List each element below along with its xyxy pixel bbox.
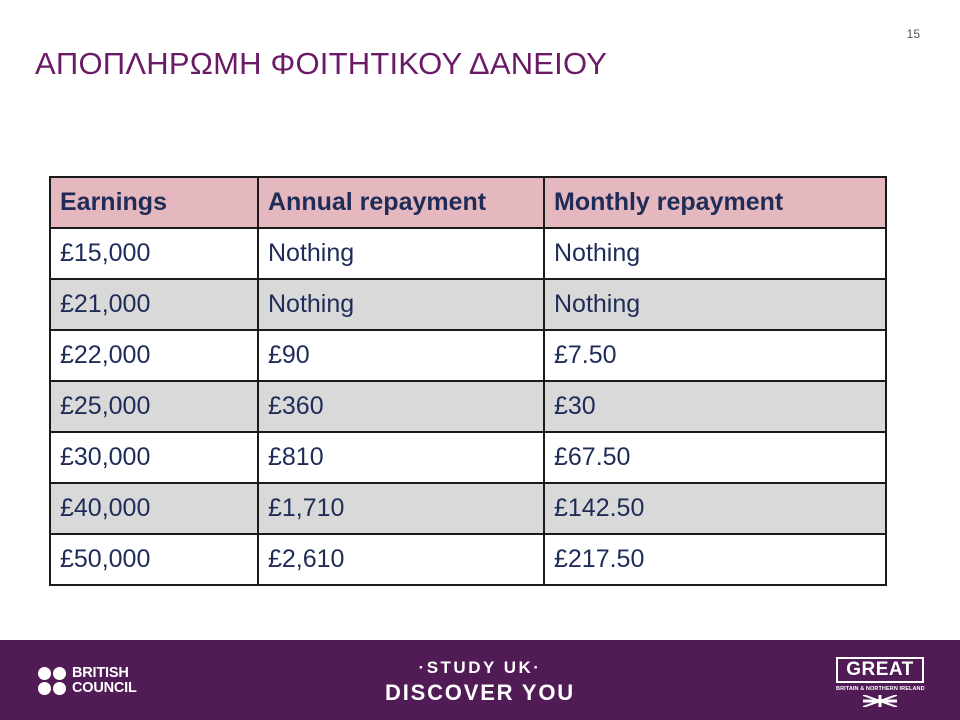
repayment-table (49, 176, 887, 586)
british-council-line2: COUNCIL (72, 680, 137, 696)
table-row (50, 381, 886, 432)
annual-repayment-cell: £810 (258, 432, 544, 483)
earnings-cell: £22,000 (50, 330, 258, 381)
table-row (50, 279, 886, 330)
monthly-repayment-cell: Nothing (544, 228, 886, 279)
monthly-repayment-cell: £30 (544, 381, 886, 432)
table-row (50, 228, 886, 279)
annual-repayment-cell: Nothing (258, 279, 544, 330)
earnings-cell: £15,000 (50, 228, 258, 279)
annual-repayment-cell: Nothing (258, 228, 544, 279)
table-row (50, 483, 886, 534)
monthly-repayment-cell: £7.50 (544, 330, 886, 381)
page-number: 15 (906, 27, 920, 41)
monthly-repayment-cell: Nothing (544, 279, 886, 330)
great-subtitle: BRITAIN & NORTHERN IRELAND (836, 686, 925, 692)
header-earnings: Earnings (50, 177, 258, 228)
header-monthly-repayment: Monthly repayment (544, 177, 886, 228)
table-row (50, 432, 886, 483)
footer-banner (0, 640, 960, 720)
earnings-cell: £50,000 (50, 534, 258, 585)
annual-repayment-cell: £360 (258, 381, 544, 432)
study-uk-slogan (355, 658, 605, 706)
table-row (50, 330, 886, 381)
earnings-cell: £21,000 (50, 279, 258, 330)
british-council-logo (38, 666, 137, 696)
header-annual-repayment: Annual repayment (258, 177, 544, 228)
table-header-row (50, 177, 886, 228)
slide-title: ΑΠΟΠΛΗΡΩΜΗ ΦΟΙΤΗΤΙΚΟΥ ΔΑΝΕΙΟΥ (35, 46, 608, 81)
earnings-cell: £40,000 (50, 483, 258, 534)
british-council-line1: BRITISH (72, 665, 129, 681)
monthly-repayment-cell: £217.50 (544, 534, 886, 585)
british-council-dots-icon (38, 667, 66, 695)
monthly-repayment-cell: £142.50 (544, 483, 886, 534)
discover-you-text: DISCOVER YOU (385, 680, 575, 705)
annual-repayment-cell: £90 (258, 330, 544, 381)
earnings-cell: £30,000 (50, 432, 258, 483)
great-britain-logo (836, 657, 924, 712)
monthly-repayment-cell: £67.50 (544, 432, 886, 483)
annual-repayment-cell: £1,710 (258, 483, 544, 534)
british-council-wordmark (72, 666, 137, 696)
union-jack-flag-icon (863, 695, 897, 707)
great-wordmark: GREAT (836, 657, 924, 683)
annual-repayment-cell: £2,610 (258, 534, 544, 585)
table-row (50, 534, 886, 585)
study-uk-text: ·STUDY UK· (418, 658, 542, 677)
earnings-cell: £25,000 (50, 381, 258, 432)
